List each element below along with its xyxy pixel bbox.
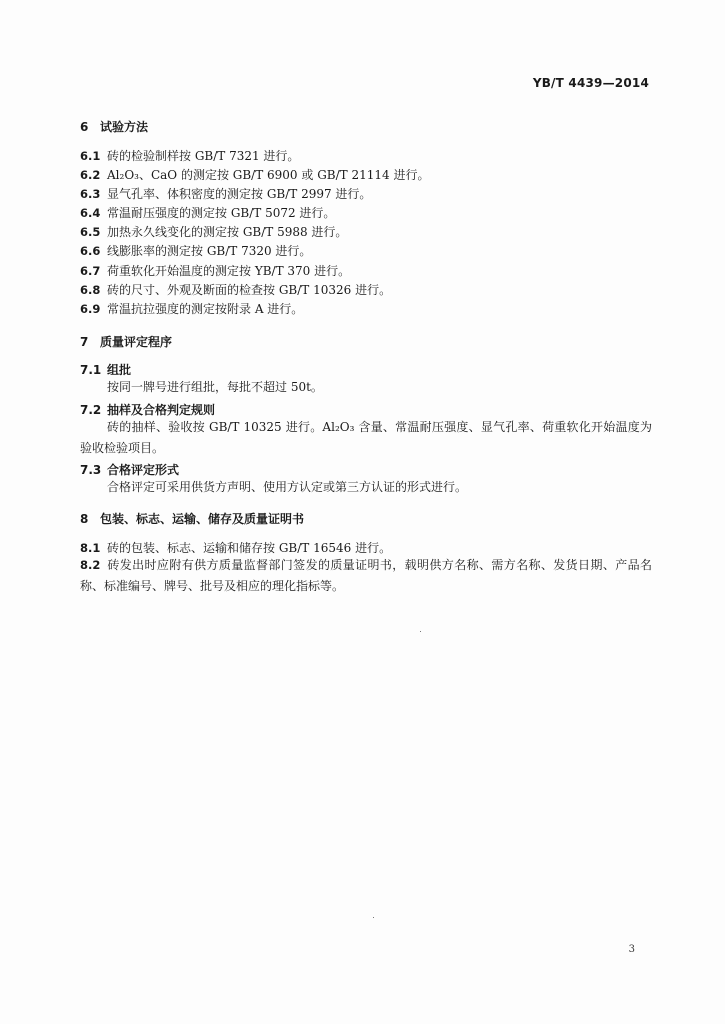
section-number: 8 — [80, 512, 89, 526]
clause-number: 6.9 — [80, 302, 101, 316]
clause-text: Al₂O₃、CaO 的测定按 GB/T 6900 或 GB/T 21114 进行。 — [107, 168, 430, 182]
clause-text: 砖的检验制样按 GB/T 7321 进行。 — [107, 149, 300, 163]
clause-number: 6.2 — [80, 168, 101, 182]
clause-6-3 — [80, 185, 371, 202]
subclause-7-1-heading — [80, 361, 131, 378]
section-title: 质量评定程序 — [100, 335, 173, 349]
clause-number: 6.3 — [80, 187, 101, 201]
section-title: 包装、标志、运输、储存及质量证明书 — [100, 512, 305, 526]
clause-6-5 — [80, 223, 347, 240]
clause-6-6 — [80, 242, 311, 259]
clause-number: 6.7 — [80, 264, 101, 278]
standard-number-header: YB/T 4439—2014 — [532, 76, 649, 90]
clause-number: 7.2 — [80, 403, 102, 417]
clause-number: 7.1 — [80, 363, 102, 377]
clause-number: 7.3 — [80, 463, 102, 477]
subclause-7-3-heading — [80, 461, 179, 478]
scan-speck — [373, 917, 374, 918]
clause-6-4 — [80, 204, 335, 221]
clause-6-7 — [80, 262, 350, 279]
clause-8-1 — [80, 539, 391, 556]
clause-title: 合格评定形式 — [107, 463, 180, 477]
clause-title: 组批 — [107, 363, 132, 377]
section-title: 试验方法 — [100, 120, 149, 134]
clause-title: 抽样及合格判定规则 — [107, 403, 216, 417]
clause-text: 荷重软化开始温度的测定按 YB/T 370 进行。 — [107, 264, 351, 278]
section-6-heading — [80, 118, 148, 135]
section-7-heading — [80, 333, 172, 350]
clause-text: 常温耐压强度的测定按 GB/T 5072 进行。 — [107, 206, 336, 220]
subclause-7-2-text: 砖的抽样、验收按 GB/T 10325 进行。Al₂O₃ 含量、常温耐压强度、显气孔率、荷重软化开始温度为验收检验项目。 — [80, 420, 652, 455]
page-number: 3 — [628, 944, 635, 955]
clause-number: 8.1 — [80, 541, 101, 555]
clause-text: 常温抗拉强度的测定按附录 A 进行。 — [107, 302, 304, 316]
clause-text: 加热永久线变化的测定按 GB/T 5988 进行。 — [107, 225, 348, 239]
clause-text: 线膨胀率的测定按 GB/T 7320 进行。 — [107, 244, 312, 258]
section-number: 6 — [80, 120, 89, 134]
clause-text: 砖的尺寸、外观及断面的检查按 GB/T 10326 进行。 — [107, 283, 392, 297]
clause-text: 显气孔率、体积密度的测定按 GB/T 2997 进行。 — [107, 187, 372, 201]
section-number: 7 — [80, 335, 89, 349]
clause-6-2 — [80, 166, 429, 183]
clause-number: 6.4 — [80, 206, 101, 220]
clause-text: 砖的包装、标志、运输和储存按 GB/T 16546 进行。 — [107, 541, 392, 555]
subclause-7-3-text: 合格评定可采用供货方声明、使用方认定或第三方认证的形式进行。 — [107, 480, 468, 494]
subclause-7-1-text: 按同一牌号进行组批，每批不超过 50t。 — [107, 380, 323, 394]
clause-6-1 — [80, 147, 299, 164]
clause-6-8 — [80, 281, 391, 298]
section-8-heading — [80, 510, 304, 527]
clause-text: 砖发出时应附有供方质量监督部门签发的质量证明书，载明供方名称、需方名称、发货日期、产品名称、标准编号、牌号、批号及相应的理化指标等。 — [80, 558, 652, 593]
clause-number: 6.8 — [80, 283, 101, 297]
subclause-7-2-heading — [80, 401, 215, 418]
scan-speck — [420, 631, 421, 632]
clause-number: 6.6 — [80, 244, 101, 258]
clause-6-9 — [80, 300, 303, 317]
clause-8-2 — [80, 555, 652, 597]
clause-number: 6.1 — [80, 149, 101, 163]
clause-number: 6.5 — [80, 225, 101, 239]
clause-number: 8.2 — [80, 558, 101, 572]
